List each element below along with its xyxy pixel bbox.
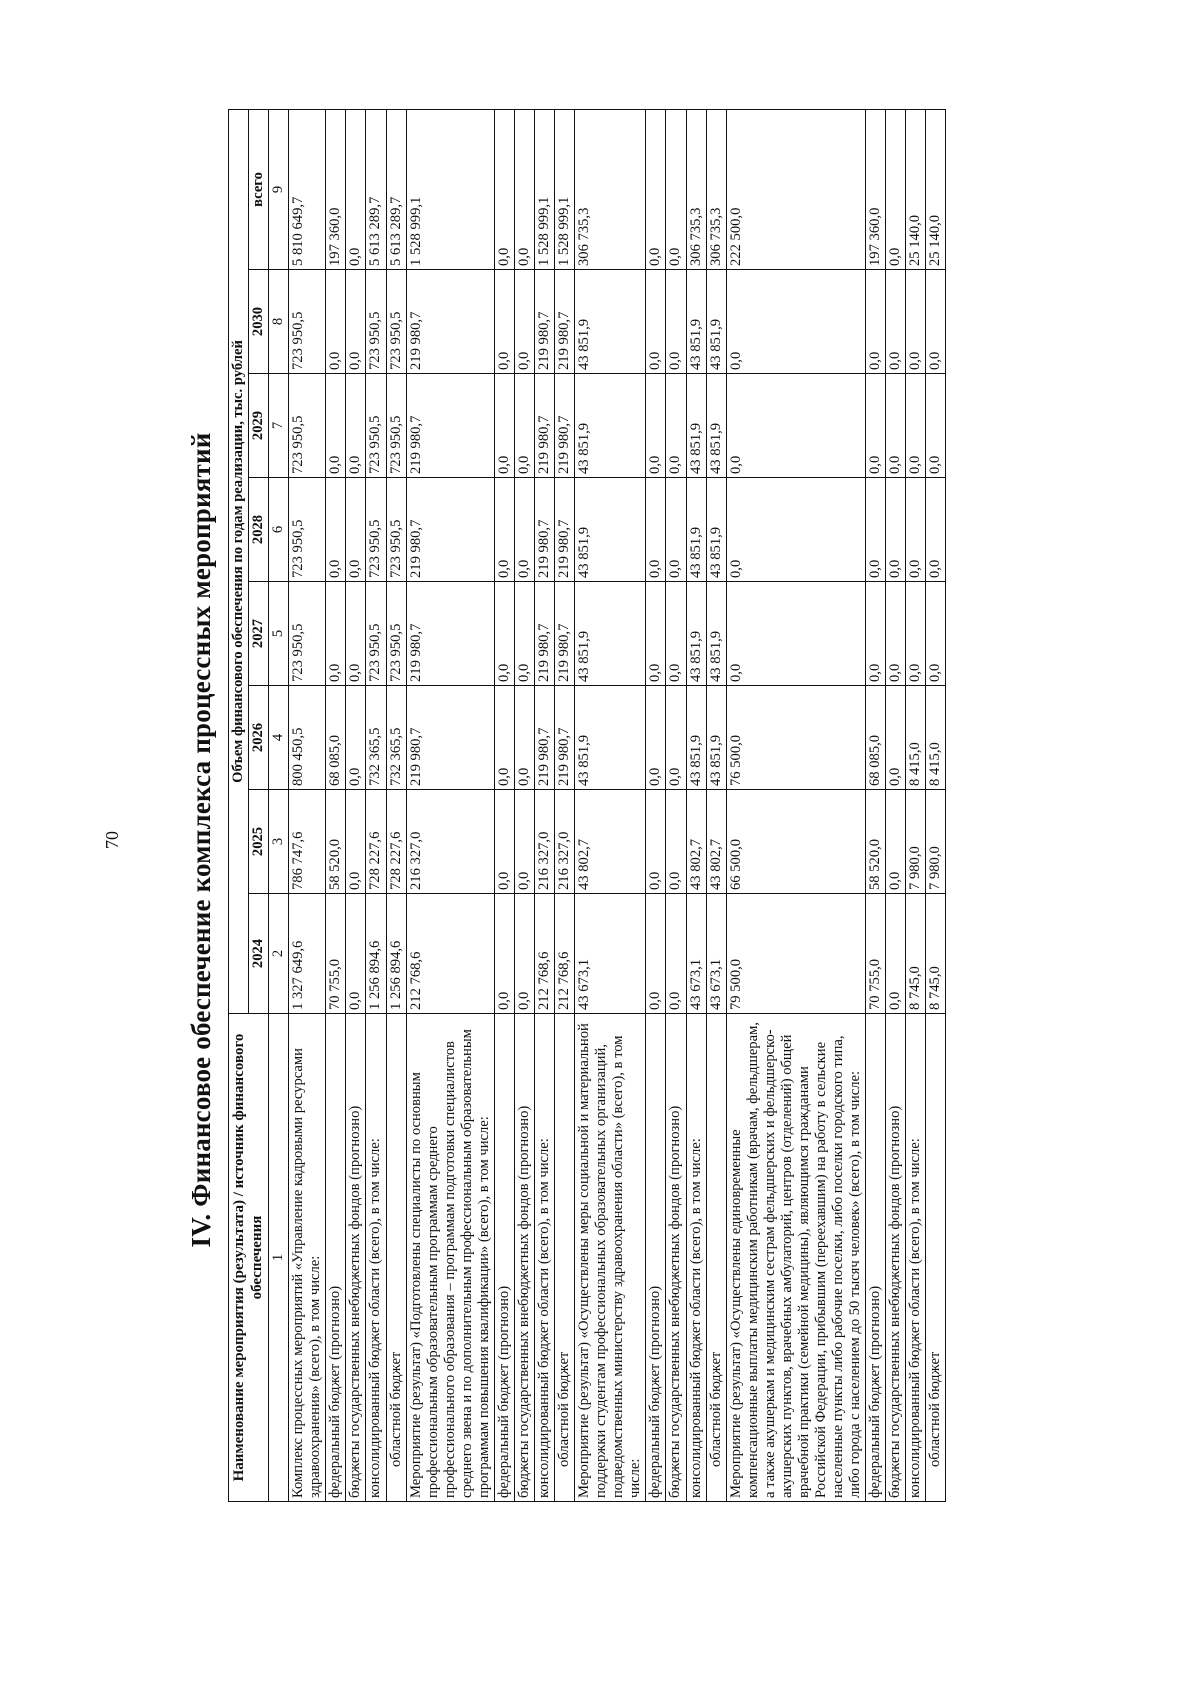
row-year-value: 723 950,5 bbox=[366, 582, 386, 686]
row-year-value: 0,0 bbox=[326, 374, 346, 478]
row-total-value: 1 528 999,1 bbox=[406, 110, 494, 270]
row-year-value: 43 851,9 bbox=[686, 686, 706, 790]
row-total-value: 0,0 bbox=[346, 110, 366, 270]
row-total-value: 0,0 bbox=[886, 110, 906, 270]
row-source-name: консолидированный бюджет области (всего), в том числе: bbox=[366, 1014, 386, 1502]
row-year-value: 786 747,6 bbox=[289, 790, 326, 894]
row-year-value: 0,0 bbox=[906, 270, 926, 374]
row-year-value: 0,0 bbox=[494, 790, 514, 894]
row-year-value: 212 768,6 bbox=[535, 894, 555, 1014]
row-year-value: 219 980,7 bbox=[555, 582, 575, 686]
table-row bbox=[906, 110, 926, 1502]
table-row bbox=[666, 110, 686, 1502]
row-year-value: 723 950,5 bbox=[386, 478, 406, 582]
row-total-value: 5 613 289,7 bbox=[386, 110, 406, 270]
row-year-value: 0,0 bbox=[866, 374, 886, 478]
row-year-value: 219 980,7 bbox=[555, 478, 575, 582]
row-year-value: 0,0 bbox=[866, 582, 886, 686]
row-total-value: 0,0 bbox=[666, 110, 686, 270]
row-year-value: 43 802,7 bbox=[706, 790, 726, 894]
row-year-value: 43 802,7 bbox=[686, 790, 706, 894]
header-column-number-8: 9 bbox=[269, 110, 289, 270]
row-source-name: бюджеты государственных внебюджетных фондов (прогнозно) bbox=[514, 1014, 534, 1502]
row-year-value: 70 755,0 bbox=[866, 894, 886, 1014]
row-year-value: 1 256 894,6 bbox=[386, 894, 406, 1014]
row-year-value: 0,0 bbox=[666, 790, 686, 894]
row-year-value: 0,0 bbox=[494, 686, 514, 790]
table-row bbox=[706, 110, 726, 1502]
table-row bbox=[686, 110, 706, 1502]
table-row bbox=[866, 110, 886, 1502]
row-year-value: 0,0 bbox=[726, 270, 866, 374]
row-source-name: бюджеты государственных внебюджетных фондов (прогнозно) bbox=[886, 1014, 906, 1502]
row-year-value: 0,0 bbox=[514, 582, 534, 686]
row-year-value: 723 950,5 bbox=[366, 478, 386, 582]
row-year-value: 219 980,7 bbox=[535, 374, 555, 478]
header-column-number-5: 6 bbox=[269, 478, 289, 582]
row-year-value: 723 950,5 bbox=[289, 374, 326, 478]
row-year-value: 70 755,0 bbox=[326, 894, 346, 1014]
row-year-value: 68 085,0 bbox=[866, 686, 886, 790]
row-year-value: 8 415,0 bbox=[926, 686, 946, 790]
header-year-1: 2025 bbox=[249, 790, 269, 894]
row-total-value: 1 528 999,1 bbox=[535, 110, 555, 270]
row-year-value: 0,0 bbox=[926, 270, 946, 374]
header-year-4: 2028 bbox=[249, 478, 269, 582]
row-total-value: 25 140,0 bbox=[926, 110, 946, 270]
row-year-value: 0,0 bbox=[326, 270, 346, 374]
row-year-value: 7 980,0 bbox=[926, 790, 946, 894]
row-source-name: Мероприятие (результат) «Подготовлены специалисты по основным профессиональным образовательным программам среднего профессионального образования – программам подготовки специалистов среднего звена и по дополнительным профессиональным образовательным программам повышения квалификации» (всего), в том числе: bbox=[406, 1014, 494, 1502]
row-year-value: 8 415,0 bbox=[906, 686, 926, 790]
row-year-value: 0,0 bbox=[886, 270, 906, 374]
row-total-value: 197 360,0 bbox=[326, 110, 346, 270]
row-year-value: 0,0 bbox=[326, 582, 346, 686]
row-year-value: 732 365,5 bbox=[386, 686, 406, 790]
row-total-value: 306 735,3 bbox=[706, 110, 726, 270]
row-year-value: 0,0 bbox=[514, 270, 534, 374]
header-year-2: 2026 bbox=[249, 686, 269, 790]
table-row bbox=[514, 110, 534, 1502]
row-year-value: 0,0 bbox=[906, 582, 926, 686]
header-row-groups bbox=[229, 110, 249, 1502]
row-year-value: 219 980,7 bbox=[535, 582, 555, 686]
row-total-value: 0,0 bbox=[514, 110, 534, 270]
row-year-value: 0,0 bbox=[494, 478, 514, 582]
row-year-value: 0,0 bbox=[726, 374, 866, 478]
row-year-value: 0,0 bbox=[494, 894, 514, 1014]
header-column-number-0: 1 bbox=[269, 1014, 289, 1502]
row-year-value: 0,0 bbox=[926, 478, 946, 582]
row-year-value: 43 851,9 bbox=[686, 374, 706, 478]
row-year-value: 43 802,7 bbox=[575, 790, 646, 894]
document-page bbox=[88, 60, 1100, 1620]
row-year-value: 0,0 bbox=[494, 582, 514, 686]
row-year-value: 219 980,7 bbox=[555, 270, 575, 374]
row-source-name: Мероприятие (результат) «Осуществлены меры социальной и материальной поддержки студентам профессиональных образовательных организаций, подведомственных министерству здравоохранения области» (всего), в том числе: bbox=[575, 1014, 646, 1502]
row-year-value: 723 950,5 bbox=[289, 270, 326, 374]
row-year-value: 723 950,5 bbox=[386, 582, 406, 686]
row-total-value: 306 735,3 bbox=[575, 110, 646, 270]
row-year-value: 0,0 bbox=[906, 374, 926, 478]
header-row-column-numbers bbox=[269, 110, 289, 1502]
row-source-name: бюджеты государственных внебюджетных фондов (прогнозно) bbox=[346, 1014, 366, 1502]
row-year-value: 43 851,9 bbox=[686, 270, 706, 374]
row-year-value: 219 980,7 bbox=[555, 686, 575, 790]
table-body bbox=[289, 110, 946, 1502]
row-year-value: 0,0 bbox=[514, 478, 534, 582]
row-year-value: 0,0 bbox=[886, 582, 906, 686]
row-year-value: 0,0 bbox=[926, 374, 946, 478]
row-year-value: 0,0 bbox=[346, 582, 366, 686]
row-year-value: 43 673,1 bbox=[575, 894, 646, 1014]
row-year-value: 43 851,9 bbox=[575, 686, 646, 790]
row-year-value: 0,0 bbox=[514, 894, 534, 1014]
row-year-value: 68 085,0 bbox=[326, 686, 346, 790]
row-year-value: 0,0 bbox=[666, 478, 686, 582]
table-row bbox=[346, 110, 366, 1502]
table-row bbox=[289, 110, 326, 1502]
table-row bbox=[494, 110, 514, 1502]
row-year-value: 219 980,7 bbox=[406, 478, 494, 582]
row-year-value: 0,0 bbox=[886, 478, 906, 582]
row-source-name: консолидированный бюджет области (всего), в том числе: bbox=[686, 1014, 706, 1502]
row-year-value: 0,0 bbox=[646, 790, 666, 894]
row-year-value: 43 851,9 bbox=[575, 270, 646, 374]
row-year-value: 0,0 bbox=[514, 790, 534, 894]
row-year-value: 0,0 bbox=[514, 374, 534, 478]
page-number: 70 bbox=[102, 831, 122, 849]
row-year-value: 7 980,0 bbox=[906, 790, 926, 894]
row-year-value: 43 851,9 bbox=[706, 478, 726, 582]
row-year-value: 0,0 bbox=[666, 270, 686, 374]
row-year-value: 723 950,5 bbox=[386, 270, 406, 374]
row-year-value: 723 950,5 bbox=[366, 270, 386, 374]
row-year-value: 728 227,6 bbox=[366, 790, 386, 894]
row-year-value: 219 980,7 bbox=[535, 478, 555, 582]
row-year-value: 0,0 bbox=[646, 894, 666, 1014]
row-year-value: 219 980,7 bbox=[406, 374, 494, 478]
header-name-column: Наименование мероприятия (результата) / источник финансового обеспечения bbox=[229, 1014, 269, 1502]
row-year-value: 219 980,7 bbox=[406, 270, 494, 374]
row-year-value: 43 851,9 bbox=[575, 582, 646, 686]
row-total-value: 25 140,0 bbox=[906, 110, 926, 270]
row-total-value: 5 613 289,7 bbox=[366, 110, 386, 270]
row-year-value: 216 327,0 bbox=[535, 790, 555, 894]
row-year-value: 43 851,9 bbox=[706, 686, 726, 790]
table-row bbox=[886, 110, 906, 1502]
table-row bbox=[406, 110, 494, 1502]
header-year-7: всего bbox=[249, 110, 269, 270]
row-year-value: 0,0 bbox=[866, 478, 886, 582]
row-year-value: 0,0 bbox=[886, 894, 906, 1014]
row-source-name: федеральный бюджет (прогнозно) bbox=[326, 1014, 346, 1502]
row-source-name: федеральный бюджет (прогнозно) bbox=[866, 1014, 886, 1502]
row-year-value: 800 450,5 bbox=[289, 686, 326, 790]
row-year-value: 0,0 bbox=[886, 686, 906, 790]
row-year-value: 0,0 bbox=[494, 374, 514, 478]
row-year-value: 58 520,0 bbox=[866, 790, 886, 894]
row-year-value: 0,0 bbox=[666, 374, 686, 478]
section-title: IV. Финансовое обеспечение комплекса процессных мероприятий bbox=[186, 432, 216, 1248]
row-source-name: федеральный бюджет (прогнозно) bbox=[646, 1014, 666, 1502]
row-year-value: 0,0 bbox=[346, 478, 366, 582]
header-year-0: 2024 bbox=[249, 894, 269, 1014]
table-row bbox=[535, 110, 555, 1502]
table-row bbox=[326, 110, 346, 1502]
row-year-value: 43 851,9 bbox=[575, 374, 646, 478]
row-year-value: 0,0 bbox=[886, 790, 906, 894]
row-year-value: 66 500,0 bbox=[726, 790, 866, 894]
row-year-value: 58 520,0 bbox=[326, 790, 346, 894]
row-year-value: 0,0 bbox=[666, 686, 686, 790]
row-source-name: областной бюджет bbox=[926, 1014, 946, 1502]
row-year-value: 43 851,9 bbox=[706, 374, 726, 478]
row-year-value: 0,0 bbox=[866, 270, 886, 374]
header-column-number-1: 2 bbox=[269, 894, 289, 1014]
row-year-value: 723 950,5 bbox=[289, 478, 326, 582]
table-row bbox=[555, 110, 575, 1502]
row-source-name: областной бюджет bbox=[386, 1014, 406, 1502]
row-year-value: 0,0 bbox=[646, 478, 666, 582]
header-column-number-3: 4 bbox=[269, 686, 289, 790]
header-column-number-7: 8 bbox=[269, 270, 289, 374]
row-year-value: 43 673,1 bbox=[686, 894, 706, 1014]
row-year-value: 43 851,9 bbox=[575, 478, 646, 582]
row-year-value: 212 768,6 bbox=[555, 894, 575, 1014]
row-year-value: 79 500,0 bbox=[726, 894, 866, 1014]
row-year-value: 0,0 bbox=[886, 374, 906, 478]
row-year-value: 0,0 bbox=[646, 374, 666, 478]
row-year-value: 723 950,5 bbox=[366, 374, 386, 478]
row-year-value: 219 980,7 bbox=[555, 374, 575, 478]
row-year-value: 1 327 649,6 bbox=[289, 894, 326, 1014]
row-year-value: 0,0 bbox=[646, 270, 666, 374]
row-year-value: 212 768,6 bbox=[406, 894, 494, 1014]
header-volume-group: Объем финансового обеспечения по годам реализации, тыс. рублей bbox=[229, 110, 249, 1014]
row-year-value: 0,0 bbox=[666, 582, 686, 686]
row-year-value: 219 980,7 bbox=[535, 686, 555, 790]
row-year-value: 43 851,9 bbox=[706, 270, 726, 374]
row-total-value: 0,0 bbox=[494, 110, 514, 270]
row-year-value: 0,0 bbox=[346, 374, 366, 478]
header-column-number-2: 3 bbox=[269, 790, 289, 894]
row-year-value: 0,0 bbox=[726, 478, 866, 582]
row-year-value: 216 327,0 bbox=[555, 790, 575, 894]
row-source-name: федеральный бюджет (прогнозно) bbox=[494, 1014, 514, 1502]
row-source-name: Мероприятие (результат) «Осуществлены единовременные компенсационные выплаты медицинским работникам (врачам, фельдшерам, а также акушеркам и медицинским сестрам фельдшерских и фельдшерско-акушерских пунктов, врачебных амбулаторий, центров (отделений) общей врачебной практики (семейной медицины), являющимся гражданами Российской Федерации, прибывшим (переехавшим) на работу в сельские населенные пункты либо рабочие поселки, либо поселки городского типа, либо города с населением до 50 тысяч человек» (всего), в том числе: bbox=[726, 1014, 866, 1502]
header-year-5: 2029 bbox=[249, 374, 269, 478]
row-year-value: 0,0 bbox=[346, 894, 366, 1014]
table-row bbox=[646, 110, 666, 1502]
row-source-name: консолидированный бюджет области (всего), в том числе: bbox=[535, 1014, 555, 1502]
row-year-value: 43 673,1 bbox=[706, 894, 726, 1014]
row-year-value: 0,0 bbox=[346, 790, 366, 894]
row-year-value: 0,0 bbox=[346, 686, 366, 790]
row-year-value: 43 851,9 bbox=[686, 478, 706, 582]
row-year-value: 1 256 894,6 bbox=[366, 894, 386, 1014]
row-year-value: 0,0 bbox=[326, 478, 346, 582]
table-row bbox=[926, 110, 946, 1502]
row-source-name: бюджеты государственных внебюджетных фондов (прогнозно) bbox=[666, 1014, 686, 1502]
row-year-value: 43 851,9 bbox=[686, 582, 706, 686]
row-total-value: 5 810 649,7 bbox=[289, 110, 326, 270]
row-year-value: 0,0 bbox=[906, 478, 926, 582]
table-row bbox=[366, 110, 386, 1502]
row-year-value: 0,0 bbox=[646, 686, 666, 790]
row-year-value: 219 980,7 bbox=[535, 270, 555, 374]
row-year-value: 8 745,0 bbox=[926, 894, 946, 1014]
row-year-value: 0,0 bbox=[666, 894, 686, 1014]
row-year-value: 0,0 bbox=[926, 582, 946, 686]
row-source-name: Комплекс процессных мероприятий «Управление кадровыми ресурсами здравоохранения» (всего), в том числе: bbox=[289, 1014, 326, 1502]
row-year-value: 0,0 bbox=[494, 270, 514, 374]
row-source-name: консолидированный бюджет области (всего), в том числе: bbox=[906, 1014, 926, 1502]
row-total-value: 306 735,3 bbox=[686, 110, 706, 270]
row-total-value: 1 528 999,1 bbox=[555, 110, 575, 270]
financing-table bbox=[228, 109, 946, 1502]
row-year-value: 219 980,7 bbox=[406, 582, 494, 686]
header-year-3: 2027 bbox=[249, 582, 269, 686]
table-row bbox=[726, 110, 866, 1502]
row-year-value: 216 327,0 bbox=[406, 790, 494, 894]
table-row bbox=[575, 110, 646, 1502]
row-year-value: 732 365,5 bbox=[366, 686, 386, 790]
row-year-value: 219 980,7 bbox=[406, 686, 494, 790]
row-year-value: 8 745,0 bbox=[906, 894, 926, 1014]
row-year-value: 723 950,5 bbox=[289, 582, 326, 686]
row-source-name: областной бюджет bbox=[555, 1014, 575, 1502]
row-total-value: 197 360,0 bbox=[866, 110, 886, 270]
row-total-value: 0,0 bbox=[646, 110, 666, 270]
row-year-value: 0,0 bbox=[726, 582, 866, 686]
row-year-value: 0,0 bbox=[514, 686, 534, 790]
table-row bbox=[386, 110, 406, 1502]
row-year-value: 723 950,5 bbox=[386, 374, 406, 478]
row-year-value: 0,0 bbox=[346, 270, 366, 374]
row-total-value: 222 500,0 bbox=[726, 110, 866, 270]
header-column-number-6: 7 bbox=[269, 374, 289, 478]
header-column-number-4: 5 bbox=[269, 582, 289, 686]
row-year-value: 728 227,6 bbox=[386, 790, 406, 894]
row-year-value: 76 500,0 bbox=[726, 686, 866, 790]
header-year-6: 2030 bbox=[249, 270, 269, 374]
row-year-value: 43 851,9 bbox=[706, 582, 726, 686]
row-source-name: областной бюджет bbox=[706, 1014, 726, 1502]
row-year-value: 0,0 bbox=[646, 582, 666, 686]
